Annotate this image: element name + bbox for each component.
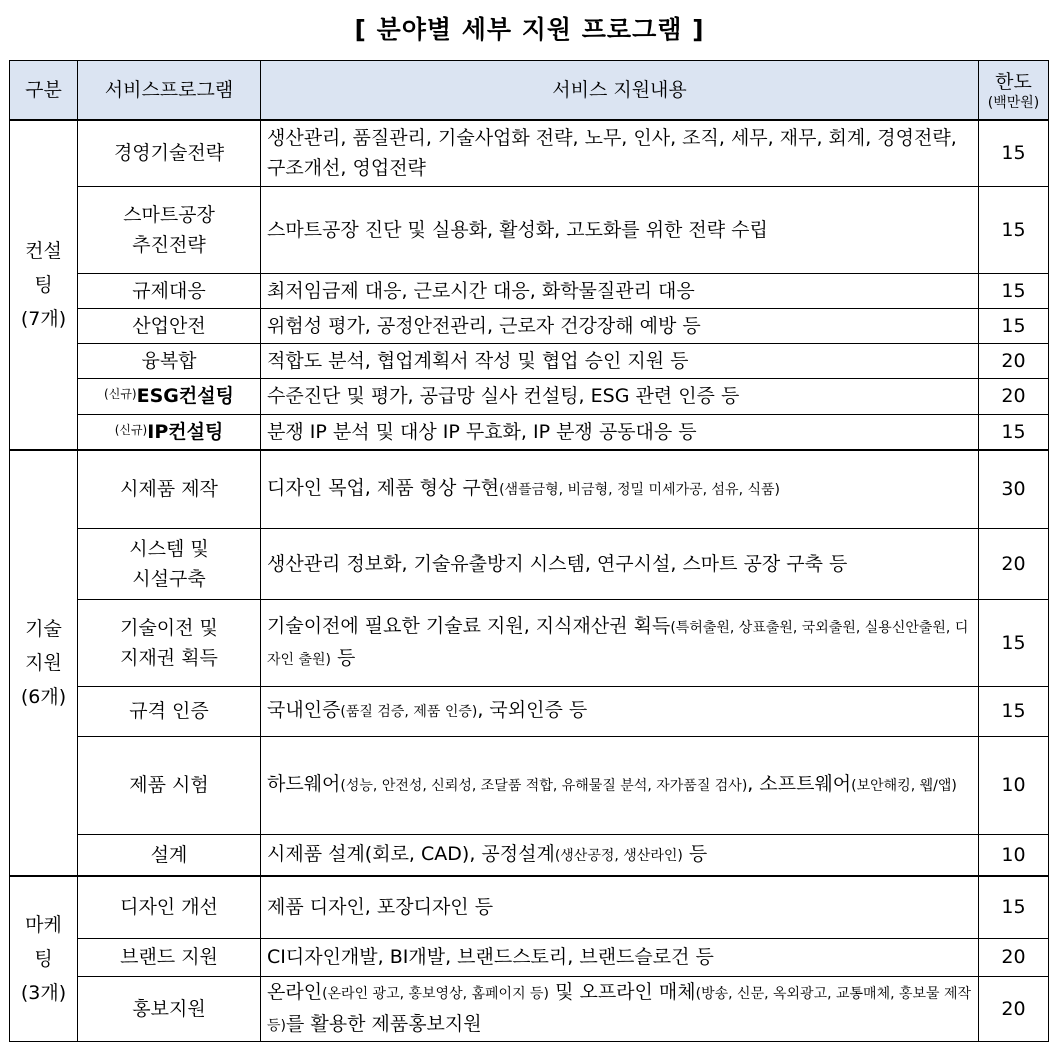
- table-row: [10, 186, 1049, 273]
- program-name: 홍보지원: [78, 976, 261, 1041]
- program-name: [78, 378, 261, 414]
- program-limit: 20: [979, 343, 1049, 378]
- program-content: 최저임금제 대응, 근로시간 대응, 화학물질관리 대응: [261, 273, 979, 308]
- program-content: [261, 686, 979, 736]
- program-name: 경영기술전략: [78, 120, 261, 186]
- program-name-line: 시설구축: [132, 567, 206, 590]
- program-limit: 15: [979, 186, 1049, 273]
- content-note: (온라인 광고, 홍보영상, 홈페이지 등): [322, 985, 550, 1002]
- table-row: [10, 686, 1049, 736]
- program-content: 생산관리 정보화, 기술유출방지 시스템, 연구시설, 스마트 공장 구축 등: [261, 528, 979, 599]
- program-name-line: 지재권 획득: [120, 646, 218, 669]
- content-text: 를 활용한 제품홍보지원: [286, 1012, 482, 1035]
- program-limit: 10: [979, 736, 1049, 834]
- program-limit: 20: [979, 528, 1049, 599]
- program-limit: 20: [979, 976, 1049, 1041]
- program-name: [78, 528, 261, 599]
- content-note: (보안해킹, 웹/앱): [851, 778, 957, 794]
- program-name: 제품 시험: [78, 736, 261, 834]
- program-name: [78, 414, 261, 450]
- program-name: 규격 인증: [78, 686, 261, 736]
- table-row: [10, 450, 1049, 528]
- content-note: (생산공정, 생산라인): [554, 847, 683, 864]
- table-row: [10, 976, 1049, 1041]
- content-note: (품질 검증, 제품 인증): [340, 704, 478, 720]
- table-row: [10, 599, 1049, 686]
- content-text: 국내인증: [267, 699, 341, 721]
- header-limit-label: 한도: [995, 71, 1032, 93]
- program-content: 제품 디자인, 포장디자인 등: [261, 876, 979, 938]
- program-name: 디자인 개선: [78, 876, 261, 938]
- table-row: [10, 876, 1049, 938]
- content-note: (특허출원, 상표출원, 국외출원, 실용신안출원, 디자인 출원): [267, 619, 969, 668]
- header-limit-unit: (백만원): [987, 95, 1040, 111]
- content-text: , 소프트웨어: [747, 773, 852, 795]
- program-limit: 10: [979, 834, 1049, 876]
- program-limit: 20: [979, 378, 1049, 414]
- category-count: (3개): [20, 981, 67, 1004]
- category-marketing: [10, 876, 78, 1041]
- table-row: [10, 378, 1049, 414]
- program-content: [261, 450, 979, 528]
- program-content: [261, 599, 979, 686]
- category-name: 마케팅: [25, 913, 62, 970]
- content-text: 및 오프라인 매체: [549, 980, 696, 1003]
- program-content: [261, 834, 979, 876]
- content-text: 하드웨어: [267, 773, 341, 795]
- program-name-line: 스마트공장: [123, 203, 215, 226]
- table-row: [10, 273, 1049, 308]
- content-text: 시제품 설계(회로, CAD), 공정설계: [267, 842, 555, 865]
- table-row: [10, 120, 1049, 186]
- program-limit: 30: [979, 450, 1049, 528]
- program-name: [78, 186, 261, 273]
- program-limit: 15: [979, 273, 1049, 308]
- program-name: 융복합: [78, 343, 261, 378]
- program-name-line: 시스템 및: [129, 537, 209, 560]
- content-text: , 국외인증 등: [477, 699, 588, 721]
- program-name: 규제대응: [78, 273, 261, 308]
- content-note: (성능, 안전성, 신뢰성, 조달품 적합, 유해물질 분석, 자가품질 검사): [340, 778, 748, 794]
- category-tech: [10, 450, 78, 876]
- program-name: 설계: [78, 834, 261, 876]
- program-limit: 15: [979, 120, 1049, 186]
- program-name: 산업안전: [78, 308, 261, 343]
- program-name-line: 기술이전 및: [120, 616, 218, 639]
- program-content: [261, 976, 979, 1041]
- content-text: 기술이전에 필요한 기술료 지원, 지식재산권 획득: [267, 614, 671, 637]
- program-table: [9, 60, 1049, 1042]
- program-name-text: IP컨설팅: [147, 420, 224, 443]
- category-name: 지원: [25, 652, 62, 674]
- program-limit: 20: [979, 938, 1049, 976]
- content-text: 등: [331, 646, 356, 669]
- table-row: [10, 343, 1049, 378]
- header-category: 구분: [10, 61, 78, 121]
- table-row: [10, 528, 1049, 599]
- category-name: 기술: [25, 618, 62, 640]
- program-name: 브랜드 지원: [78, 938, 261, 976]
- category-count: (6개): [20, 686, 67, 708]
- program-limit: 15: [979, 686, 1049, 736]
- program-content: [261, 736, 979, 834]
- category-consulting: [10, 120, 78, 450]
- table-row: [10, 414, 1049, 450]
- header-program: 서비스프로그램: [78, 61, 261, 121]
- program-limit: 15: [979, 414, 1049, 450]
- program-name: 시제품 제작: [78, 450, 261, 528]
- table-row: [10, 834, 1049, 876]
- program-name: [78, 599, 261, 686]
- table-row: [10, 938, 1049, 976]
- program-name-line: 추진전략: [132, 233, 206, 256]
- new-tag: (신규): [104, 387, 137, 401]
- new-tag: (신규): [114, 422, 148, 437]
- content-text: 디자인 목업, 제품 형상 구현: [267, 477, 500, 500]
- program-limit: 15: [979, 876, 1049, 938]
- program-content: 분쟁 IP 분석 및 대상 IP 무효화, IP 분쟁 공동대응 등: [261, 414, 979, 450]
- category-name: 컨설팅: [25, 240, 62, 296]
- table-row: [10, 308, 1049, 343]
- program-content: CI디자인개발, BI개발, 브랜드스토리, 브랜드슬로건 등: [261, 938, 979, 976]
- program-content: 생산관리, 품질관리, 기술사업화 전략, 노무, 인사, 조직, 세무, 재무, 회계, 경영전략, 구조개선, 영업전략: [261, 120, 979, 186]
- category-count: (7개): [20, 308, 67, 330]
- program-content: 적합도 분석, 협업계획서 작성 및 협업 승인 지원 등: [261, 343, 979, 378]
- program-content: 수준진단 및 평가, 공급망 실사 컨설팅, ESG 관련 인증 등: [261, 378, 979, 414]
- header-limit: [979, 61, 1049, 121]
- content-note: (샘플금형, 비금형, 정밀 미세가공, 섬유, 식품): [499, 482, 780, 499]
- header-content: 서비스 지원내용: [261, 61, 979, 121]
- content-text: 온라인: [267, 980, 323, 1003]
- program-limit: 15: [979, 308, 1049, 343]
- page-title: [ 분야별 세부 지원 프로그램 ]: [354, 15, 705, 44]
- table-row: [10, 736, 1049, 834]
- program-name-text: ESG컨설팅: [136, 385, 234, 407]
- program-content: 스마트공장 진단 및 실용화, 활성화, 고도화를 위한 전략 수립: [261, 186, 979, 273]
- table-header-row: [10, 61, 1049, 121]
- program-limit: 15: [979, 599, 1049, 686]
- content-text: 등: [682, 842, 708, 865]
- program-content: 위험성 평가, 공정안전관리, 근로자 건강장해 예방 등: [261, 308, 979, 343]
- content-note: (방송, 신문, 옥외광고, 교통매체, 홍보물 제작 등): [267, 985, 972, 1034]
